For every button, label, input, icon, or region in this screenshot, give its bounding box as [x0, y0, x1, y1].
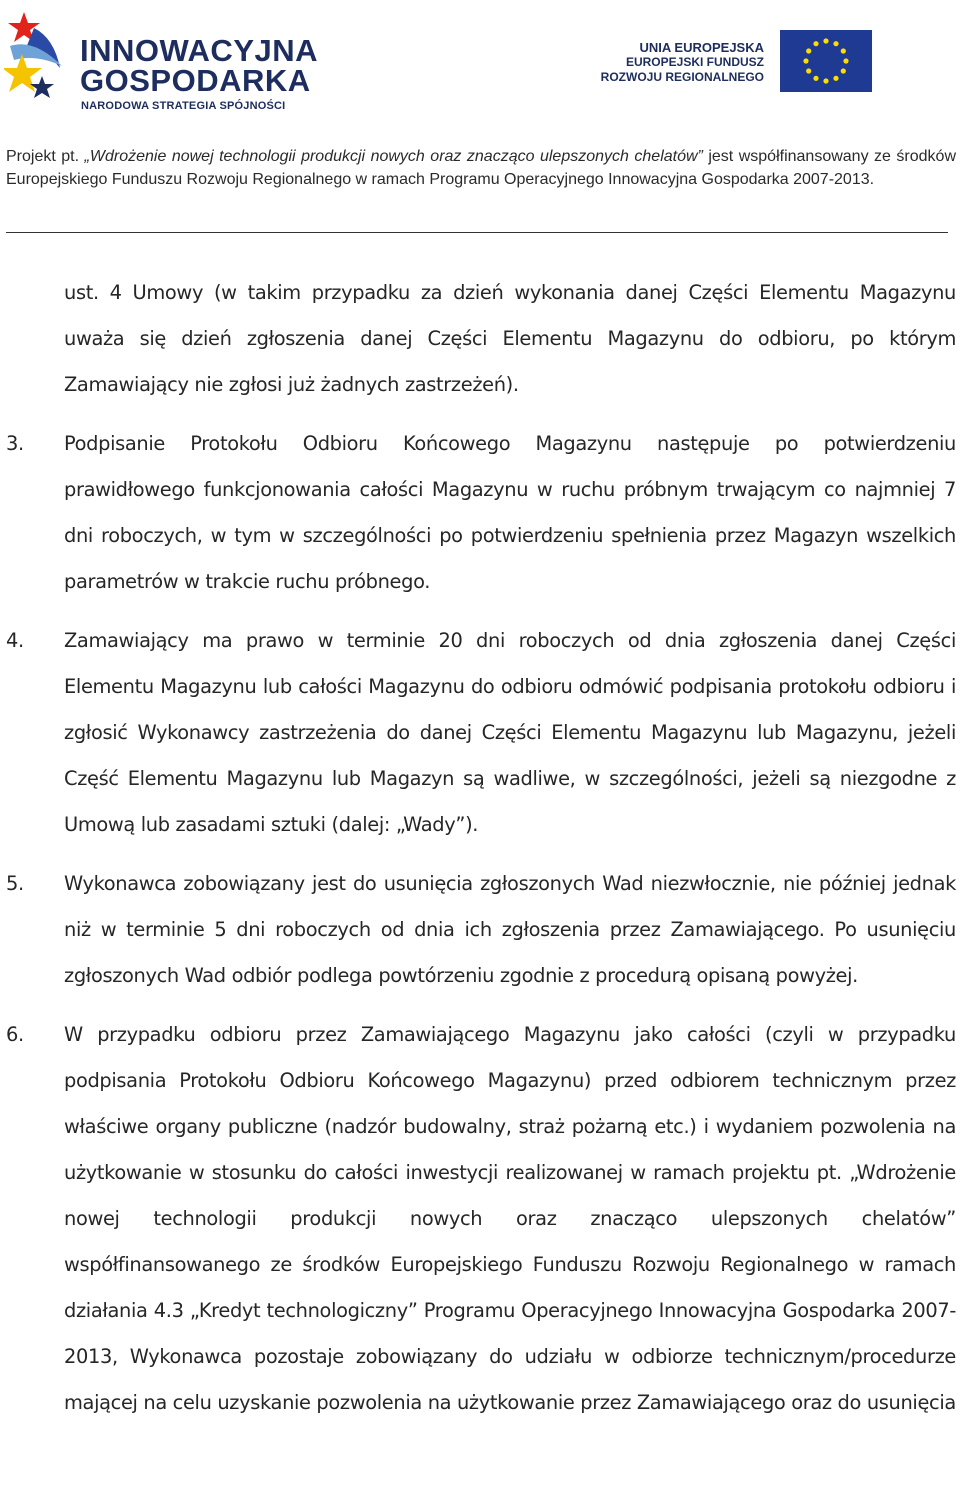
logo-tagline: NARODOWA STRATEGIA SPÓJNOŚCI — [81, 100, 286, 112]
document-body — [0, 270, 960, 1426]
eu-line-1: UNIA EUROPEJSKA — [639, 40, 764, 55]
logo-wordmark — [80, 33, 319, 98]
logo-line-2: GOSPODARKA — [80, 63, 311, 98]
item-text: W przypadku odbioru przez Zamawiającego Magazynu jako całości (czyli w przypadku podpisania Protokołu Odbioru Końcowego Magazynu) przed odbiorem technicznym przez właściwe organy publiczne (nadzór budowalny, straż pożarną etc.) i wydaniem pozwolenia na użytkowanie w stosunku do całości inwestycji realizowanej w ramach projektu pt. „Wdrożenie nowej technologii produkcji nowych oraz znacząco ulepszonych chelatów” współfinansowanego ze środków Europejskiego Funduszu Rozwoju Regionalnego w ramach działania 4.3 „Kredyt technologiczny” Programu Operacyjnego Innowacyjna Gospodarka 2007-2013, Wykonawca pozostaje zobowiązany do udziału w odbiorze technicznym/procedurze mającej na celu uzyskanie pozwolenia na użytkowanie przez Zamawiającego oraz do usunięcia — [64, 1023, 956, 1414]
logo-line-1: INNOWACYJNA — [80, 33, 319, 68]
eu-line-2: EUROPEJSKI FUNDUSZ — [625, 55, 764, 69]
item-number: 5. — [6, 872, 24, 895]
project-title: „Wdrożenie nowej technologii produkcji nowych oraz znacząco ulepszonych chelatów” — [84, 148, 703, 165]
item-number: 4. — [6, 629, 24, 652]
header-divider — [6, 232, 948, 233]
item-text: Zamawiający ma prawo w terminie 20 dni roboczych od dnia zgłoszenia danej Części Elementu Magazynu lub całości Magazynu do odbioru odmówić podpisania protokołu odbioru i zgłosić Wykonawcy zastrzeżenia do danej Części Elementu Magazynu lub Magazynu, jeżeli Część Elementu Magazynu lub Magazyn są wadliwe, w szczególności, jeżeli są niezgodne z Umową lub zasadami sztuki (dalej: „Wady”). — [64, 629, 956, 836]
innowacyjna-gospodarka-logo — [4, 8, 319, 112]
eu-line-3: ROZWOJU REGIONALNEGO — [600, 70, 764, 84]
item-number: 3. — [6, 432, 24, 455]
list-item — [0, 421, 956, 605]
item-text: Wykonawca zobowiązany jest do usunięcia zgłoszonych Wad niezwłocznie, nie później jednak niż w terminie 5 dni roboczych od dnia ich zgłoszenia przez Zamawiającego. Po usunięciu zgłoszonych Wad odbiór podlega powtórzeniu zgodnie z procedurą opisaną powyżej. — [64, 872, 956, 987]
continuation-paragraph: ust. 4 Umowy (w takim przypadku za dzień wykonania danej Części Elementu Magazynu uważa się dzień zgłoszenia danej Części Elementu Magazynu do odbioru, po którym Zamawiający nie zgłosi już żadnych zastrzeżeń). — [64, 281, 956, 396]
eu-logo-text — [601, 40, 764, 85]
project-header — [6, 146, 956, 191]
item-number: 6. — [6, 1023, 24, 1046]
eu-flag-icon — [780, 30, 872, 92]
item-text: Podpisanie Protokołu Odbioru Końcowego Magazynu następuje po potwierdzeniu prawidłowego funkcjonowania całości Magazynu w ruchu próbnym trwającym co najmniej 7 dni roboczych, w tym w szczególności po potwierdzeniu spełnienia przez Magazyn wszelkich parametrów w trakcie ruchu próbnego. — [64, 432, 956, 593]
list-item — [0, 1012, 956, 1426]
list-item — [0, 618, 956, 848]
project-prefix: Projekt pt. — [6, 148, 85, 165]
star-mark-icon — [4, 8, 66, 112]
list-item — [0, 861, 956, 999]
project-suffix: jest współfinansowany ze środków Europejskiego Funduszu Rozwoju Regionalnego w ramach Programu Operacyjnego Innowacyjna Gospodarka 2007-2013. — [6, 148, 956, 188]
eu-logo — [600, 30, 876, 92]
